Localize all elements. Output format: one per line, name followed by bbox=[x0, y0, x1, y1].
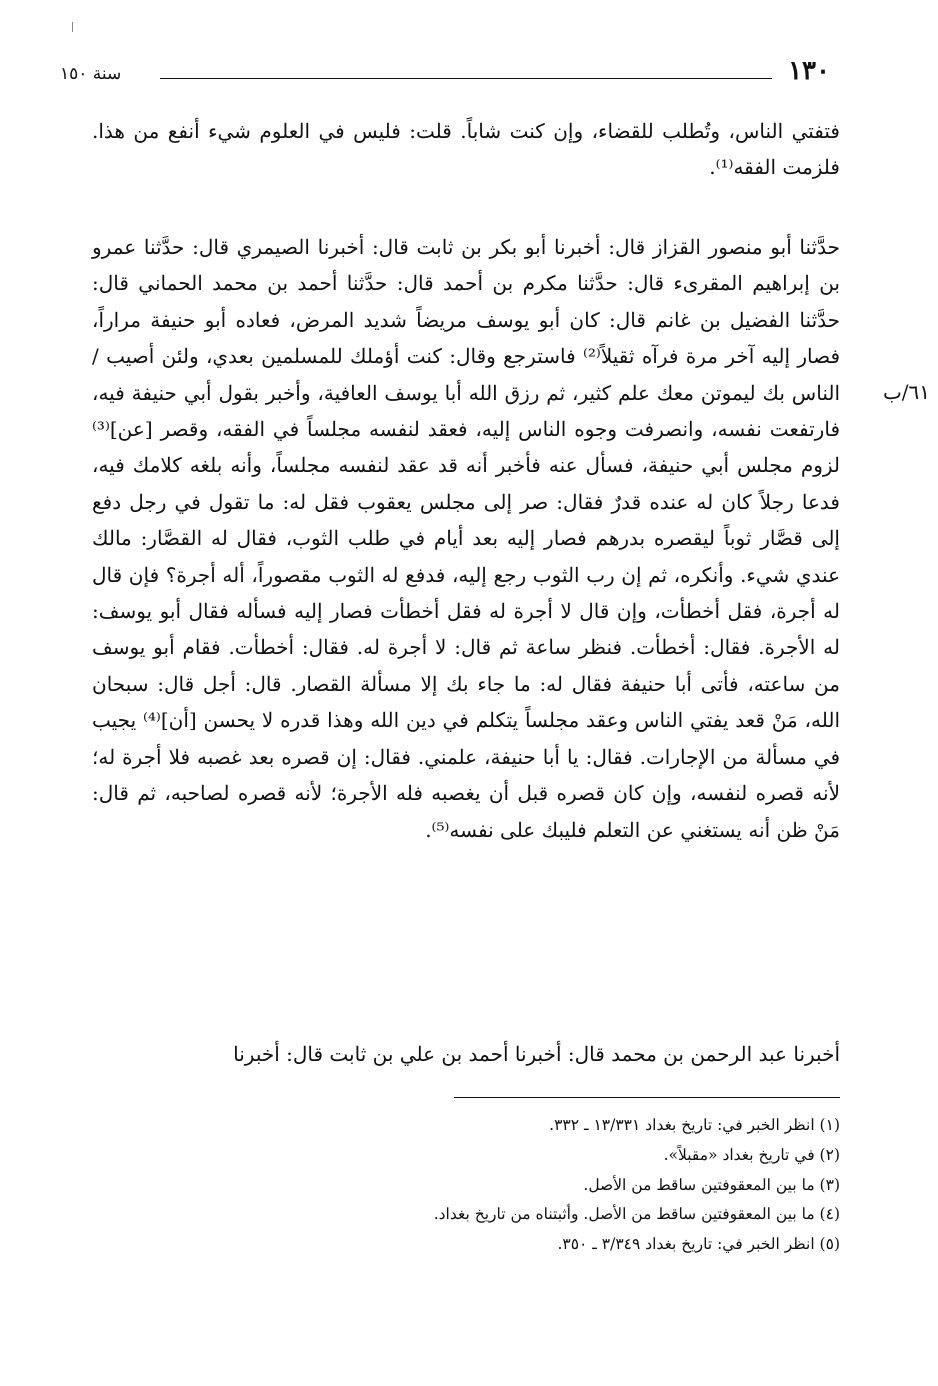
paragraph-2: حدَّثنا أبو منصور القزاز قال: أخبرنا أبو بكر بن ثابت قال: أخبرنا الصيمري قال: حدَّثنا عمرو بن إبراهيم المقرىء قال: حدَّثنا مكرم بن أحمد قال: حدَّثنا أحمد بن محمد الحماني قال: حدَّثنا الفضيل بن غانم قال: كان أبو يوسف مريضاً شديد المرض، فعاده أبو حنيفة مراراً، فصار إليه آخر مرة فرآه ثقيلاً⁽²⁾ فاسترجع وقال: كنت أؤملك للمسلمين بعدي، ولئن أصيب / الناس بك ليموتن معك علم كثير، ثم رزق الله أبا يوسف العافية، وأخبر بقول أبي حنيفة فيه، فارتفعت نفسه، وانصرفت وجوه الناس إليه، فعقد لنفسه مجلساً في الفقه، وقصر [عن]⁽³⁾ لزوم مجلس أبي حنيفة، فسأل عنه فأخبر أنه قد عقد لنفسه مجلساً، وأنه بلغه كلامك فيه، فدعا رجلاً كان له عنده قدرٌ فقال: صر إلى مجلس يعقوب فقل له: ما تقول في رجل دفع إلى قصَّار ثوباً ليقصره بدرهم فصار إليه بعد أيام في طلب الثوب، فقال له القصَّار: مالك عندي شيء. وأنكره، ثم إن رب الثوب رجع إليه، فدفع له الثوب مقصوراً، أله أجرة؟ فإن قال له أجرة، فقل أخطأت، وإن قال لا أجرة له فقل أخطأت فصار إليه فسأله فقال أبو يوسف: له الأجرة. فقال: أخطأت. فنظر ساعة ثم قال: لا أجرة له. فقال: أخطأت. فقام أبو يوسف من ساعته، فأتى أبا حنيفة فقال له: ما جاء بك إلا مسألة القصار. قال: أجل قال: سبحان الله، مَنْ قعد يفتي الناس وعقد مجلساً يتكلم في دين الله وهذا قدره لا يحسن [أن]⁽⁴⁾ يجيب في مسألة من الإجارات. فقال: يا أبا حنيفة، علمني. فقال: إن قصره بعد غصبه فلا أجرة له؛ لأنه قصره لنفسه، وإن كان قصره قبل أن يغصبه فله الأجرة؛ لأنه قصره لصاحبه، ثم قال: مَنْ ظن أنه يستغني عن التعلم فليبك على نفسه⁽⁵⁾. bbox=[92, 235, 840, 842]
scan-mark bbox=[72, 22, 73, 32]
page-number: ١٣٠ bbox=[788, 56, 830, 86]
footnotes bbox=[300, 1111, 840, 1260]
paragraph-1: فتفتي الناس، وتُطلب للقضاء، وإن كنت شاباً. قلت: فليس في العلوم شيء أنفع من هذا. فلزمت الفقه⁽¹⁾. bbox=[92, 119, 840, 180]
footnote-2: (٢) في تاريخ بغداد «مقبلاً». bbox=[663, 1145, 840, 1164]
footnote-4: (٤) ما بين المعقوفتين ساقط من الأصل. وأثبتناه من تاريخ بغداد. bbox=[433, 1205, 840, 1224]
footnote-1: (١) انظر الخبر في: تاريخ بغداد ١٣/٣٣١ ـ ٣٣٢. bbox=[549, 1116, 840, 1134]
year-label: سنة ١٥٠ bbox=[60, 64, 122, 84]
footnote-3: (٣) ما بين المعقوفتين ساقط من الأصل. bbox=[583, 1175, 840, 1194]
manuscript-folio-note: ٦١/ب bbox=[882, 380, 930, 404]
footnote-rule bbox=[454, 1097, 840, 1098]
paragraph-3: أخبرنا عبد الرحمن بن محمد قال: أخبرنا أحمد بن علي بن ثابت قال: أخبرنا bbox=[233, 1042, 840, 1066]
running-header bbox=[60, 56, 830, 96]
header-rule bbox=[160, 78, 772, 79]
footnote-5: (٥) انظر الخبر في: تاريخ بغداد ٣/٣٤٩ ـ ٣٥٠. bbox=[557, 1235, 840, 1254]
